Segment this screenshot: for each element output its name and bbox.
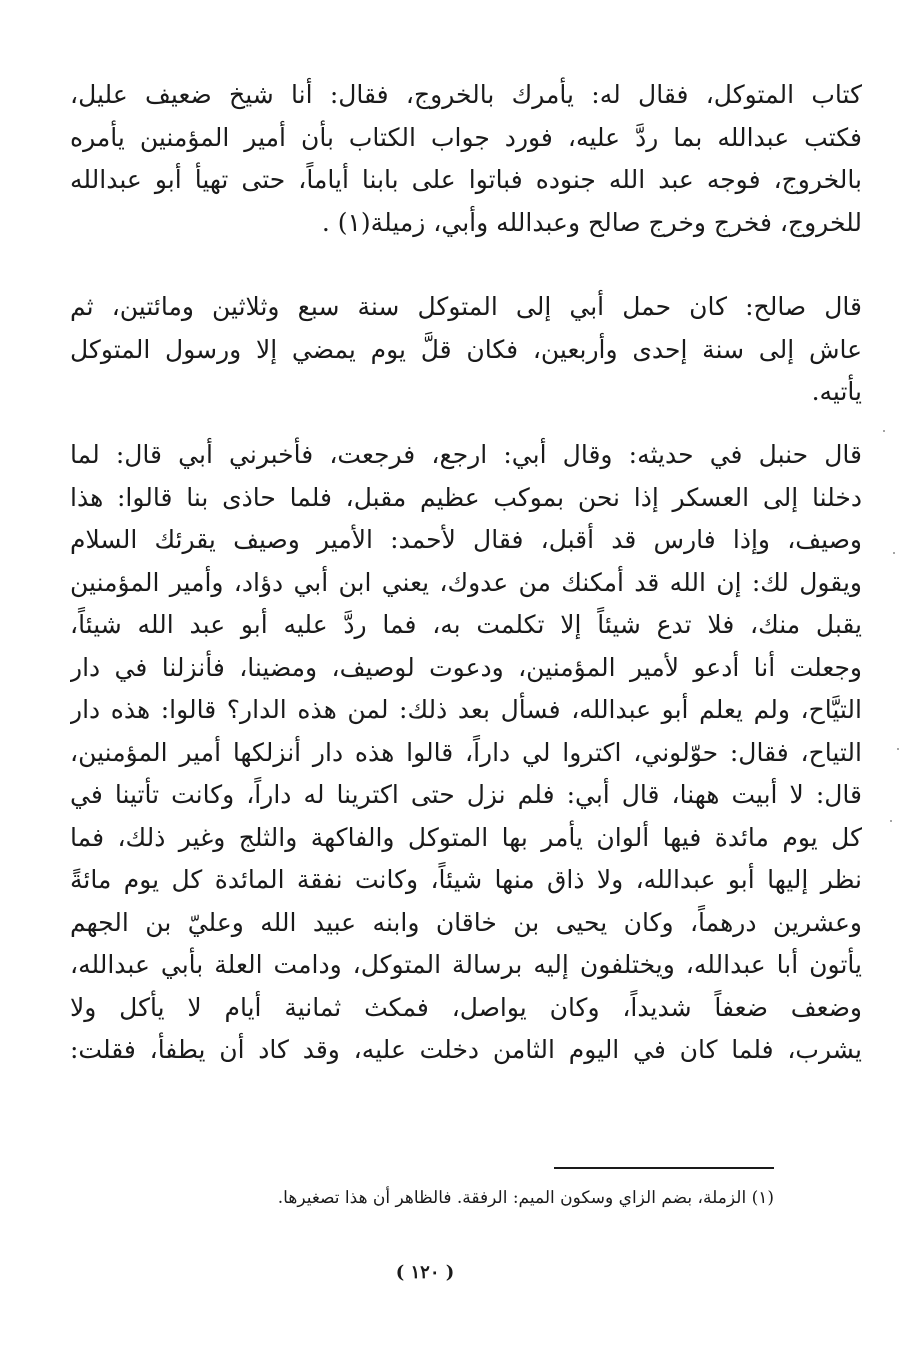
text-line: وصيف، وإذا فارس قد أقبل، فقال لأحمد: الأمير وصيف يقرئك السلام bbox=[70, 525, 862, 554]
text-line: يقبل منك، فلا تدع شيئاً إلا تكلمت به، فما ردَّ عليه أبو عبد الله شيئاً، bbox=[70, 610, 862, 639]
text-line: دخلنا إلى العسكر إذا نحن بموكب عظيم مقبل، فلما حاذى بنا قالوا: هذا bbox=[70, 482, 862, 512]
text-line: قال صالح: كان حمل أبي إلى المتوكل سنة سبع وثلاثين ومائتين، ثم bbox=[70, 292, 862, 321]
text-line: يأتيه. bbox=[811, 377, 862, 406]
text-line: يأتون أبا عبدالله، ويختلفون إليه برسالة المتوكل، ودامت العلة بأبي عبدالله، bbox=[70, 950, 862, 979]
paragraph-2 bbox=[70, 286, 862, 414]
text-line: للخروج، فخرج وخرج صالح وعبدالله وأبي، زميلة(١) . bbox=[321, 207, 862, 237]
text-line: قال: لا أبيت ههنا، قال أبي: فلم نزل حتى اكترينا له داراً، وكانت تأتينا في bbox=[70, 780, 862, 809]
footnote: (١) الزملة، بضم الزاي وسكون الميم: الرفقة. فالظاهر أن هذا تصغيرها. bbox=[277, 1188, 774, 1208]
text-line: كل يوم مائدة فيها ألوان يأمر بها المتوكل والفاكهة والثلج وغير ذلك، فما bbox=[70, 822, 862, 852]
scan-speck bbox=[897, 748, 899, 750]
text-line: عاش إلى سنة إحدى وأربعين، فكان قلَّ يوم يمضي إلا ورسول المتوكل bbox=[70, 334, 862, 364]
paragraph-3 bbox=[70, 434, 862, 1072]
text-line: وعشرين درهماً، وكان يحيى بن خاقان وابنه عبيد الله وعليّ بن الجهم bbox=[70, 907, 862, 937]
scan-speck bbox=[893, 552, 895, 554]
text-line: يشرب، فلما كان في اليوم الثامن دخلت عليه، وقد كاد أن يطفأ، فقلت: bbox=[70, 1035, 862, 1064]
text-line: التياح، فقال: حوّلوني، اكتروا لي داراً، قالوا هذه دار أنزلكها أمير المؤمنين، bbox=[70, 737, 862, 767]
text-line: وضعف ضعفاً شديداً، وكان يواصل، فمكث ثمانية أيام لا يأكل ولا bbox=[70, 992, 862, 1022]
text-line: بالخروج، فوجه عبد الله جنوده فباتوا على بابنا أياماً، حتى تهيأ أبو عبدالله bbox=[70, 165, 862, 194]
scan-speck bbox=[883, 430, 885, 432]
text-line: كتاب المتوكل، فقال له: يأمرك بالخروج، فقال: أنا شيخ ضعيف عليل، bbox=[70, 80, 862, 109]
text-line: فكتب عبدالله بما ردَّ عليه، فورد جواب الكتاب بأن أمير المؤمنين يأمره bbox=[70, 122, 862, 152]
text-line: قال حنبل في حديثه: وقال أبي: ارجع، فرجعت، فأخبرني أبي قال: لما bbox=[70, 440, 862, 469]
page-number: ( ١٢٠ ) bbox=[395, 1262, 455, 1283]
text-line: نظر إليها أبو عبدالله، ولا ذاق منها شيئاً، وكانت نفقة المائدة كل يوم مائةً bbox=[70, 865, 862, 894]
paragraph-1 bbox=[70, 74, 862, 244]
scan-speck bbox=[890, 820, 892, 822]
text-line: ويقول لك: إن الله قد أمكنك من عدوك، يعني ابن أبي دؤاد، وأمير المؤمنين bbox=[70, 567, 862, 597]
text-line: وجعلت أنا أدعو لأمير المؤمنين، ودعوت لوصيف، ومضينا، فأنزلنا في دار bbox=[70, 652, 862, 682]
footnote-separator bbox=[554, 1167, 774, 1169]
text-line: التيَّاح، ولم يعلم أبو عبدالله، فسأل بعد ذلك: لمن هذه الدار؟ قالوا: هذه دار bbox=[70, 695, 862, 724]
